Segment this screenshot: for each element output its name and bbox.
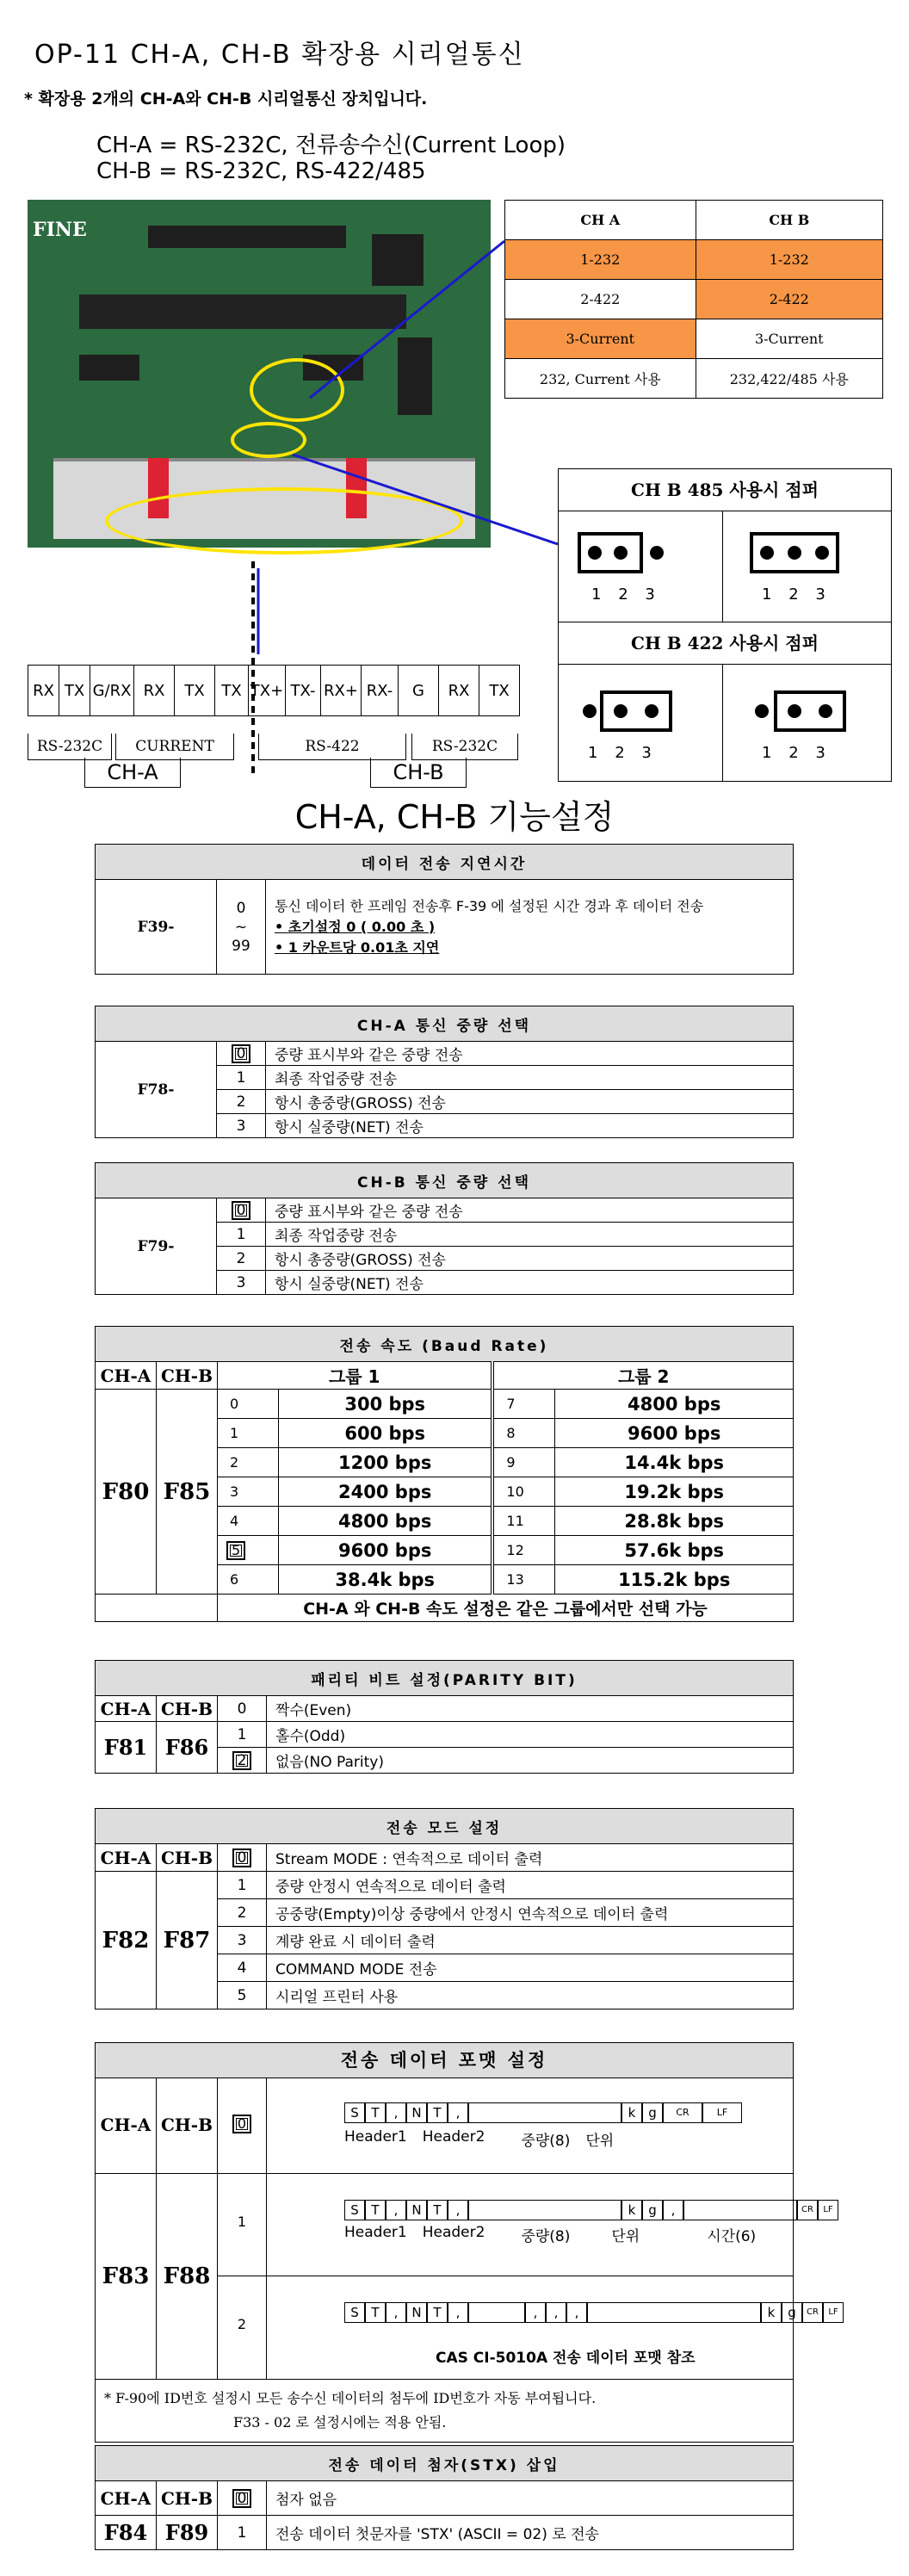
format-cell: S — [344, 2102, 365, 2123]
format-cha-header: CH-A — [96, 2078, 157, 2173]
f78-default-value: 0 — [232, 1044, 251, 1063]
mode-option: 시리얼 프린터 사용 — [267, 1982, 794, 2009]
baud-g1-rate: 9600 bps — [279, 1536, 493, 1565]
format-cell: , — [448, 2200, 468, 2220]
f78-option: 항시 실중량(NET) 전송 — [266, 1114, 794, 1138]
selector-cell: 232,422/485 사용 — [696, 359, 882, 399]
f39-range: 0 ~ 99 — [217, 880, 266, 975]
baud-g2-value: 8 — [492, 1419, 555, 1448]
baud-g2-value: 10 — [492, 1477, 555, 1507]
format-cell: , — [525, 2302, 546, 2323]
format-cell: LF — [818, 2200, 838, 2220]
group-current: CURRENT — [115, 734, 234, 760]
baud-g1-value: 0 — [218, 1390, 279, 1419]
format-cell: S — [344, 2200, 365, 2220]
jumper-pin-label: 1 — [762, 744, 772, 762]
baud-table — [95, 1326, 794, 1622]
selector-cell: 1-232 — [696, 240, 882, 280]
format-label: Header2 — [422, 2224, 485, 2241]
stx-title: 전송 데이터 첨자(STX) 삽입 — [96, 2446, 794, 2481]
f78-value: 3 — [217, 1114, 266, 1138]
f39-desc: 통신 데이터 한 프레임 전송후 F-39 에 설정된 시간 경과 후 데이터 전송 — [275, 897, 704, 914]
format-value: 2 — [218, 2276, 267, 2379]
f39-title: 데이터 전송 지연시간 — [96, 845, 794, 880]
stx-table — [95, 2445, 794, 2550]
selector-cell: 3-Current — [505, 319, 696, 359]
format-cell: , — [386, 2102, 406, 2123]
format-cell: , — [448, 2102, 468, 2123]
format-cell: CR — [797, 2200, 818, 2220]
baud-g1-value: 4 — [218, 1507, 279, 1536]
selector-header-cha: CH A — [505, 201, 696, 240]
channel-chb: CH-B — [370, 758, 467, 788]
parity-cha-header: CH-A — [96, 1696, 157, 1722]
baud-g1-rate: 4800 bps — [279, 1507, 493, 1536]
format-label: Header1 — [344, 2224, 407, 2241]
cha-description: CH-A = RS-232C, 전류송수신(Current Loop) — [96, 133, 566, 158]
mode-chb-header: CH-B — [157, 1844, 218, 1872]
jumper-422-b-icon — [750, 690, 853, 734]
connector-pin-table — [28, 665, 520, 716]
format-cell: g — [642, 2200, 663, 2220]
board-label: FINE — [33, 219, 87, 241]
format-default-value: 0 — [232, 2115, 251, 2133]
format-row2-cells — [344, 2302, 844, 2323]
channel-cha: CH-A — [84, 758, 181, 788]
baud-chb-code: F85 — [157, 1390, 218, 1595]
format-cell: g — [642, 2102, 663, 2123]
connector-pin: RX+ — [321, 666, 362, 716]
selector-header-chb: CH B — [696, 201, 882, 240]
format-cha-code: F83 — [96, 2174, 157, 2379]
selector-table — [504, 200, 883, 399]
stx-option: 전송 데이터 첫문자를 'STX' (ASCII = 02) 로 전송 — [267, 2516, 794, 2550]
baud-chb-header: CH-B — [157, 1362, 218, 1390]
format-row0-cells — [344, 2102, 742, 2123]
group-rs232c-a: RS-232C — [28, 734, 112, 760]
f78-option: 중량 표시부와 같은 중량 전송 — [266, 1042, 794, 1066]
baud-title: 전송 속도 (Baud Rate) — [96, 1327, 794, 1362]
connector-pin: TX — [59, 666, 90, 716]
format-cell: S — [344, 2302, 365, 2323]
f78-option: 항시 총중량(GROSS) 전송 — [266, 1090, 794, 1114]
baud-default-value: 5 — [226, 1541, 245, 1560]
jumper-pin-label: 1 — [588, 744, 598, 762]
jumper-422-a-icon — [578, 690, 681, 734]
stx-cha-code: F84 — [96, 2516, 157, 2550]
baud-g1-rate: 300 bps — [279, 1390, 493, 1419]
connector-pin: G/RX — [90, 666, 134, 716]
baud-g1-rate: 2400 bps — [279, 1477, 493, 1507]
page-title: OP-11 CH-A, CH-B 확장용 시리얼통신 — [34, 40, 525, 70]
jumper-pin-label: 3 — [815, 744, 826, 762]
connector-pin: TX — [479, 666, 520, 716]
jumper-pin-label: 2 — [618, 585, 628, 604]
mode-option: 계량 완료 시 데이터 출력 — [267, 1927, 794, 1954]
f39-code: F39- — [96, 880, 217, 975]
baud-note: CH-A 와 CH-B 속도 설정은 같은 그룹에서만 선택 가능 — [218, 1595, 794, 1622]
jumper-pin-label: 3 — [641, 744, 652, 762]
format-chb-header: CH-B — [157, 2078, 218, 2173]
jumper-pin-label: 1 — [762, 585, 772, 604]
stx-chb-header: CH-B — [157, 2481, 218, 2516]
format-label: 중량(8) — [521, 2228, 571, 2245]
jumper-pin-label: 1 — [591, 585, 602, 604]
format-row2-caption: CAS CI-5010A 전송 데이터 포맷 참조 — [436, 2350, 696, 2367]
f79-option: 항시 총중량(GROSS) 전송 — [266, 1247, 794, 1271]
jumper-pin-label: 2 — [615, 744, 625, 762]
mode-cha-header: CH-A — [96, 1844, 157, 1872]
parity-chb-code: F86 — [157, 1722, 218, 1774]
f39-note-delay: • 1 카운트당 0.01초 지연 — [275, 938, 440, 956]
stx-cha-header: CH-A — [96, 2481, 157, 2516]
baud-g2-value: 9 — [492, 1448, 555, 1477]
selector-cell: 2-422 — [505, 280, 696, 319]
chb-description: CH-B = RS-232C, RS-422/485 — [96, 158, 426, 184]
connector-pin: TX+ — [249, 666, 286, 716]
baud-g2-value: 7 — [492, 1390, 555, 1419]
format-footnote-1: * F-90에 ID번호 설정시 모든 송수신 데이터의 첨두에 ID번호가 자동 부여됩니다. — [104, 2390, 597, 2406]
format-cell: N — [406, 2302, 427, 2323]
format-cell: LF — [823, 2302, 844, 2323]
f79-value: 3 — [217, 1271, 266, 1295]
jumper-pin-label: 3 — [815, 585, 826, 604]
format-cell: , — [386, 2200, 406, 2220]
format-label: 시간(6) — [707, 2228, 757, 2245]
format-label: 단위 — [585, 2133, 615, 2150]
jumper-485-b-icon — [750, 532, 844, 575]
baud-g2-rate: 9600 bps — [555, 1419, 794, 1448]
baud-g1-rate: 600 bps — [279, 1419, 493, 1448]
format-cell: T — [365, 2102, 386, 2123]
f78-title: CH-A 통신 중량 선택 — [96, 1006, 794, 1042]
mode-value: 5 — [218, 1982, 267, 2009]
format-cell: N — [406, 2102, 427, 2123]
format-panel — [95, 2042, 838, 2443]
selector-cell: 232, Current 사용 — [505, 359, 696, 399]
connector-pin: RX — [134, 666, 175, 716]
format-cell: , — [546, 2302, 566, 2323]
connector-pin: TX — [175, 666, 215, 716]
f79-option: 중량 표시부와 같은 중량 전송 — [266, 1198, 794, 1223]
group-rs232c-b: RS-232C — [411, 734, 518, 760]
jumper-485-a-icon — [578, 532, 672, 575]
parity-chb-header: CH-B — [157, 1696, 218, 1722]
stx-default-value: 0 — [232, 2489, 252, 2508]
format-cell: k — [621, 2200, 642, 2220]
parity-table — [95, 1660, 794, 1774]
baud-g2-value: 13 — [492, 1565, 555, 1595]
format-row1-cells — [344, 2200, 838, 2220]
selector-cell: 2-422 — [696, 280, 882, 319]
connector-pin: G — [399, 666, 439, 716]
connector-pin: RX — [28, 666, 59, 716]
baud-g2-value: 12 — [492, 1536, 555, 1565]
format-cell: T — [427, 2200, 448, 2220]
f79-value: 2 — [217, 1247, 266, 1271]
section-title: CH-A, CH-B 기능설정 — [294, 798, 615, 836]
jumper-pin-label: 2 — [788, 585, 799, 604]
baud-g2-rate: 57.6k bps — [555, 1536, 794, 1565]
mode-table — [95, 1808, 794, 2009]
baud-g2-rate: 4800 bps — [555, 1390, 794, 1419]
f79-code: F79- — [96, 1198, 217, 1295]
mode-value: 2 — [218, 1899, 267, 1927]
f78-option: 최종 작업중량 전송 — [266, 1066, 794, 1090]
baud-cha-header: CH-A — [96, 1362, 157, 1390]
baud-g2-rate: 115.2k bps — [555, 1565, 794, 1595]
stx-chb-code: F89 — [157, 2516, 218, 2550]
format-cell: LF — [702, 2102, 742, 2123]
mode-option: COMMAND MODE 전송 — [267, 1954, 794, 1982]
format-cell: T — [427, 2102, 448, 2123]
parity-value: 0 — [218, 1696, 267, 1722]
format-footnote-2: F33 - 02 로 설정시에는 적용 안됨. — [233, 2414, 447, 2430]
format-value: 1 — [218, 2174, 267, 2276]
format-label: Header1 — [344, 2128, 407, 2146]
f79-option: 최종 작업중량 전송 — [266, 1223, 794, 1247]
format-label: 단위 — [611, 2228, 640, 2245]
page-subtitle: * 확장용 2개의 CH-A와 CH-B 시리얼통신 장치입니다. — [24, 90, 428, 108]
baud-g1-rate: 1200 bps — [279, 1448, 493, 1477]
format-cell: g — [782, 2302, 802, 2323]
format-cell: , — [663, 2200, 683, 2220]
mode-cha-code: F82 — [96, 1872, 157, 2009]
format-cell: , — [448, 2302, 468, 2323]
mode-default-value: 0 — [232, 1848, 252, 1867]
group-rs422: RS-422 — [258, 734, 406, 760]
baud-cha-code: F80 — [96, 1390, 157, 1595]
baud-g2-value: 11 — [492, 1507, 555, 1536]
format-cell: k — [761, 2302, 782, 2323]
selector-cell: 3-Current — [696, 319, 882, 359]
jumper-pin-label: 2 — [788, 744, 799, 762]
format-cell: T — [365, 2200, 386, 2220]
format-cell: N — [406, 2200, 427, 2220]
mode-chb-code: F87 — [157, 1872, 218, 2009]
format-label: Header2 — [422, 2128, 485, 2146]
stx-option: 첨자 없음 — [267, 2481, 794, 2516]
format-cell: , — [566, 2302, 587, 2323]
format-cell: , — [386, 2302, 406, 2323]
jumper-panel — [558, 468, 892, 782]
f79-table — [95, 1162, 794, 1295]
f79-value: 1 — [217, 1223, 266, 1247]
f79-title: CH-B 통신 중량 선택 — [96, 1163, 794, 1198]
mode-option: 중량 안정시 연속적으로 데이터 출력 — [267, 1872, 794, 1899]
mode-option: Stream MODE : 연속적으로 데이터 출력 — [267, 1844, 794, 1872]
baud-group2-header: 그룹 2 — [492, 1362, 793, 1390]
jumper-485-title: CH B 485 사용시 점퍼 — [559, 469, 891, 511]
stx-value: 1 — [218, 2516, 267, 2550]
jumper-422-title: CH B 422 사용시 점퍼 — [559, 622, 891, 665]
baud-g1-value: 6 — [218, 1565, 279, 1595]
baud-g1-value: 1 — [218, 1419, 279, 1448]
mode-option: 공중량(Empty)이상 중량에서 안정시 연속적으로 데이터 출력 — [267, 1899, 794, 1927]
f79-default-value: 0 — [232, 1201, 251, 1220]
baud-g1-value: 3 — [218, 1477, 279, 1507]
parity-default-value: 2 — [232, 1751, 252, 1770]
parity-title: 패리티 비트 설정(PARITY BIT) — [96, 1661, 794, 1696]
baud-g2-rate: 19.2k bps — [555, 1477, 794, 1507]
connector-pin: RX- — [362, 666, 399, 716]
selector-cell: 1-232 — [505, 240, 696, 280]
mode-value: 3 — [218, 1927, 267, 1954]
baud-group1-header: 그룹 1 — [218, 1362, 493, 1390]
baud-g1-value: 2 — [218, 1448, 279, 1477]
format-chb-code: F88 — [157, 2174, 218, 2379]
f79-option: 항시 실중량(NET) 전송 — [266, 1271, 794, 1295]
parity-option: 없음(NO Parity) — [267, 1748, 794, 1774]
format-cell: CR — [663, 2102, 702, 2123]
f78-code: F78- — [96, 1042, 217, 1138]
f39-table — [95, 844, 794, 975]
f39-note-default: • 초기설정 0 ( 0.00 초 ) — [275, 918, 436, 935]
mode-value: 4 — [218, 1954, 267, 1982]
parity-value: 1 — [218, 1722, 267, 1748]
parity-cha-code: F81 — [96, 1722, 157, 1774]
baud-g2-rate: 14.4k bps — [555, 1448, 794, 1477]
parity-option: 짝수(Even) — [267, 1696, 794, 1722]
mode-value: 1 — [218, 1872, 267, 1899]
connector-pin: TX — [215, 666, 249, 716]
parity-option: 홀수(Odd) — [267, 1722, 794, 1748]
jumper-pin-label: 3 — [645, 585, 655, 604]
f78-value: 1 — [217, 1066, 266, 1090]
format-cell: T — [427, 2302, 448, 2323]
format-title: 전송 데이터 포맷 설정 — [96, 2043, 793, 2078]
format-cell: k — [621, 2102, 642, 2123]
baud-g1-rate: 38.4k bps — [279, 1565, 493, 1595]
format-cell: CR — [802, 2302, 823, 2323]
f78-value: 2 — [217, 1090, 266, 1114]
baud-g2-rate: 28.8k bps — [555, 1507, 794, 1536]
connector-pin: RX — [439, 666, 479, 716]
mode-title: 전송 모드 설정 — [96, 1809, 794, 1844]
format-label: 중량(8) — [521, 2133, 571, 2150]
f78-table — [95, 1006, 794, 1138]
connector-pin: TX- — [286, 666, 321, 716]
format-cell: T — [365, 2302, 386, 2323]
